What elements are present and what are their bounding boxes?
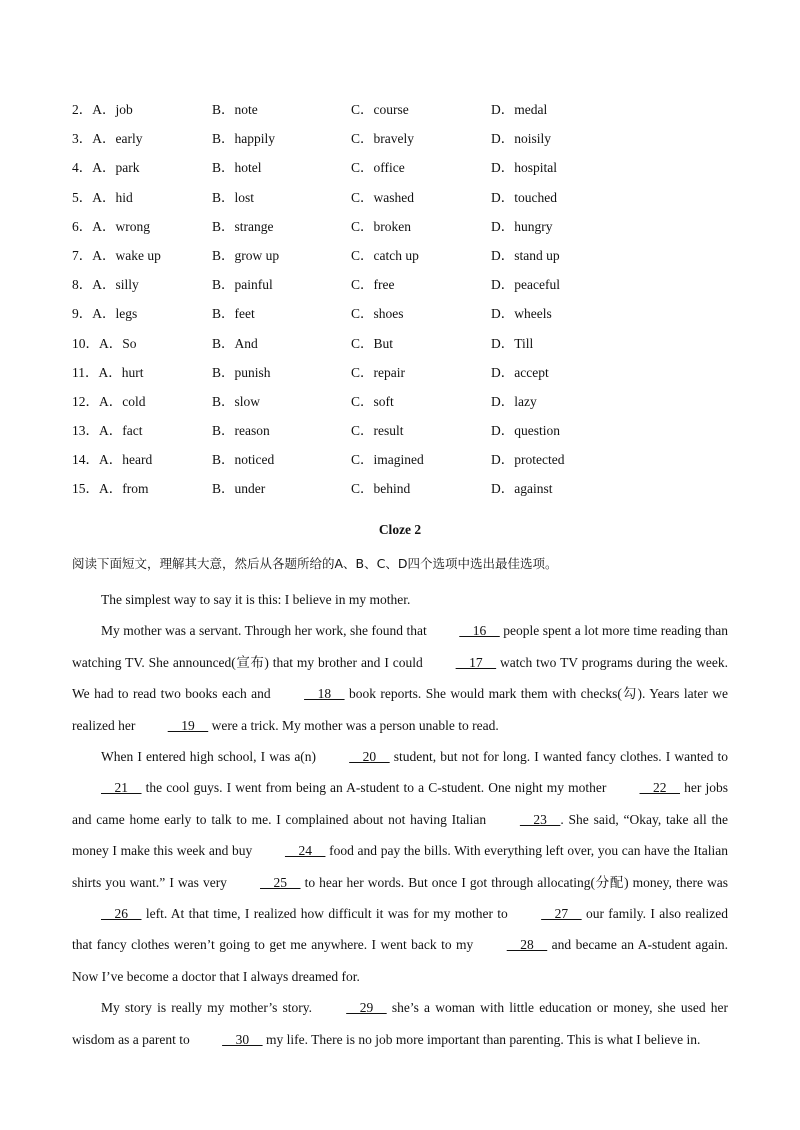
option-c: C．office	[351, 160, 405, 176]
blank-26: 26	[101, 906, 142, 922]
option-d: D．against	[491, 481, 553, 497]
option-c: C．course	[351, 102, 409, 117]
blank-22: 22	[639, 780, 680, 796]
section-title: Cloze 2	[378, 522, 422, 537]
passage-text: watch two TV programs during the week. We had to read two books each and	[72, 654, 729, 702]
blank-23: 23	[519, 811, 561, 827]
option-b: B．grow up	[212, 247, 280, 263]
option-row	[72, 94, 732, 123]
option-c: C．shoes	[351, 306, 404, 322]
option-b: B．feet	[212, 306, 255, 322]
option-c: C．free	[351, 277, 395, 293]
passage-text: student, but not for long. I wanted fancy clothes. I wanted to	[389, 749, 728, 765]
passage-text: book reports. She would mark them with checks(勾). Years later we realized her	[72, 686, 728, 733]
passage-paragraph	[72, 584, 728, 615]
option-row	[72, 328, 732, 357]
option-b: B．And	[212, 335, 258, 351]
question-and-option-a	[72, 361, 144, 381]
option-c: C．imagined	[351, 452, 424, 468]
blank-30: 30	[222, 1031, 263, 1047]
option-a: A．job	[92, 102, 133, 117]
option-row	[72, 123, 732, 152]
option-a: A．early	[92, 131, 143, 147]
option-d: D．touched	[491, 189, 557, 205]
option-a: A．heard	[99, 452, 153, 468]
blank-18: 18	[304, 686, 345, 702]
question-number: 13．	[72, 423, 99, 439]
option-a: A．hurt	[98, 364, 144, 380]
option-b: B．noticed	[212, 452, 275, 468]
option-a: A．hid	[92, 189, 133, 205]
passage-text: left. At that time, I realized how difficult it was for my mother to	[141, 906, 513, 922]
option-d: D．hungry	[491, 218, 553, 234]
option-b: B．hotel	[212, 160, 262, 176]
question-and-option-a	[72, 244, 161, 264]
question-number: 9．	[72, 306, 93, 322]
question-and-option-a	[72, 215, 150, 235]
option-c: C．But	[351, 335, 394, 351]
question-and-option-a	[72, 419, 142, 439]
blank-29: 29	[346, 1000, 387, 1016]
option-row	[72, 386, 732, 415]
option-d: D．hospital	[491, 160, 557, 176]
option-row	[72, 415, 732, 444]
question-number: 12．	[72, 393, 99, 409]
option-c: C．soft	[351, 393, 394, 409]
option-d: D．peaceful	[491, 277, 560, 293]
passage-text: When I entered high school, I was a(n)	[101, 749, 321, 765]
option-row	[72, 152, 732, 181]
passage-text: . She said, “Okay, take all the money I make this week and buy	[72, 811, 729, 859]
passage-text: people spent a lot more time reading than watching TV. She announced(宣布) that my brother and I could	[72, 623, 728, 670]
question-number: 8．	[72, 277, 93, 293]
option-row	[72, 473, 732, 502]
blank-19: 19	[167, 717, 209, 733]
option-b: B．strange	[212, 218, 274, 234]
passage-paragraph	[72, 741, 728, 992]
option-a: A．from	[99, 481, 149, 497]
option-c: C．behind	[351, 481, 411, 497]
question-and-option-a	[72, 302, 137, 322]
option-row	[72, 444, 732, 473]
question-number: 6．	[72, 218, 93, 234]
option-b: B．reason	[212, 423, 270, 439]
blank-17: 17	[455, 654, 497, 670]
option-b: B．painful	[212, 277, 273, 293]
question-number: 4．	[72, 160, 93, 176]
option-d: D．noisily	[491, 131, 552, 147]
question-and-option-a	[72, 273, 139, 293]
passage-text: our family. I also realized that fancy clothes weren’t going to get me anywhere. I went back to my	[72, 906, 728, 953]
option-row	[72, 182, 732, 211]
question-number: 5．	[72, 189, 93, 205]
option-a: A．So	[99, 335, 137, 351]
cloze-passage	[72, 584, 728, 1055]
question-and-option-a	[72, 332, 137, 352]
option-a: A．park	[92, 160, 140, 176]
option-d: D．stand up	[491, 247, 560, 263]
option-d: D．question	[491, 423, 560, 439]
option-d: D．medal	[491, 102, 548, 117]
option-row	[72, 240, 732, 269]
question-number: 15．	[72, 481, 99, 497]
question-and-option-a	[72, 186, 133, 206]
passage-text: to hear her words. But once I got through allocating(分配) money, there was	[300, 874, 729, 890]
option-row	[72, 298, 732, 327]
option-a: A．cold	[99, 393, 146, 409]
passage-text: My story is really my mother’s story.	[101, 1000, 318, 1016]
question-number: 11．	[72, 364, 99, 380]
option-d: D．lazy	[491, 393, 537, 409]
option-c: C．catch up	[351, 247, 419, 263]
option-row	[72, 269, 732, 298]
question-number: 14．	[72, 452, 99, 468]
blank-24: 24	[284, 843, 326, 859]
option-c: C．washed	[351, 189, 414, 205]
option-a: A．legs	[92, 306, 138, 322]
option-b: B．happily	[212, 131, 275, 147]
passage-text: The simplest way to say it is this: I believe in my mother.	[101, 592, 411, 607]
option-a: A．fact	[99, 423, 143, 439]
passage-text: the cool guys. I went from being an A-student to a C-student. One night my mother	[141, 780, 611, 796]
option-b: B．slow	[212, 393, 261, 409]
option-d: D．accept	[491, 364, 549, 380]
passage-text: she’s a woman with little education or money, she used her wisdom as a parent to	[72, 1000, 728, 1047]
question-number: 10．	[72, 335, 99, 351]
options-table	[72, 94, 732, 503]
instruction-text: 阅读下面短文，理解其大意，然后从各题所给的A、B、C、D四个选项中选出最佳选项。	[72, 556, 558, 571]
question-and-option-a	[72, 98, 133, 118]
option-row	[72, 357, 732, 386]
blank-28: 28	[506, 937, 548, 953]
passage-text: my life. There is no job more important than parenting. This is what I believe in.	[262, 1031, 701, 1047]
passage-text: were a trick. My mother was a person unable to read.	[208, 717, 499, 733]
option-a: A．wake up	[92, 247, 161, 263]
passage-text: food and pay the bills. With everything left over, you can have the Italian shirts you want.” I was very	[72, 843, 728, 890]
question-number: 7．	[72, 247, 93, 263]
blank-20: 20	[349, 749, 390, 765]
question-number: 2．	[72, 102, 93, 117]
question-and-option-a	[72, 156, 140, 176]
question-and-option-a	[72, 390, 146, 410]
option-a: A．wrong	[92, 218, 150, 234]
option-c: C．repair	[351, 364, 405, 380]
passage-text: and became an A-student again. Now I’ve become a doctor that I always dreamed for.	[72, 937, 728, 984]
question-number: 3．	[72, 131, 93, 147]
option-c: C．broken	[351, 218, 411, 234]
option-b: B．punish	[212, 364, 271, 380]
option-b: B．lost	[212, 189, 255, 205]
blank-25: 25	[260, 874, 301, 890]
question-and-option-a	[72, 477, 149, 497]
option-d: D．wheels	[491, 306, 552, 322]
option-d: D．protected	[491, 452, 565, 468]
option-d: D．Till	[491, 335, 534, 351]
passage-paragraph	[72, 615, 728, 741]
passage-text: My mother was a servant. Through her work, she found that	[101, 623, 431, 639]
blank-27: 27	[541, 906, 582, 922]
option-b: B．under	[212, 481, 266, 497]
passage-paragraph	[72, 992, 728, 1055]
option-row	[72, 211, 732, 240]
option-a: A．silly	[92, 277, 139, 293]
option-c: C．result	[351, 423, 404, 439]
blank-16: 16	[459, 623, 500, 639]
option-c: C．bravely	[351, 131, 414, 147]
option-b: B．note	[212, 102, 258, 117]
passage-text: her jobs and came home early to talk to me. I complained about not having Italian	[72, 780, 728, 827]
question-and-option-a	[72, 127, 142, 147]
blank-21: 21	[101, 780, 142, 796]
question-and-option-a	[72, 448, 152, 468]
